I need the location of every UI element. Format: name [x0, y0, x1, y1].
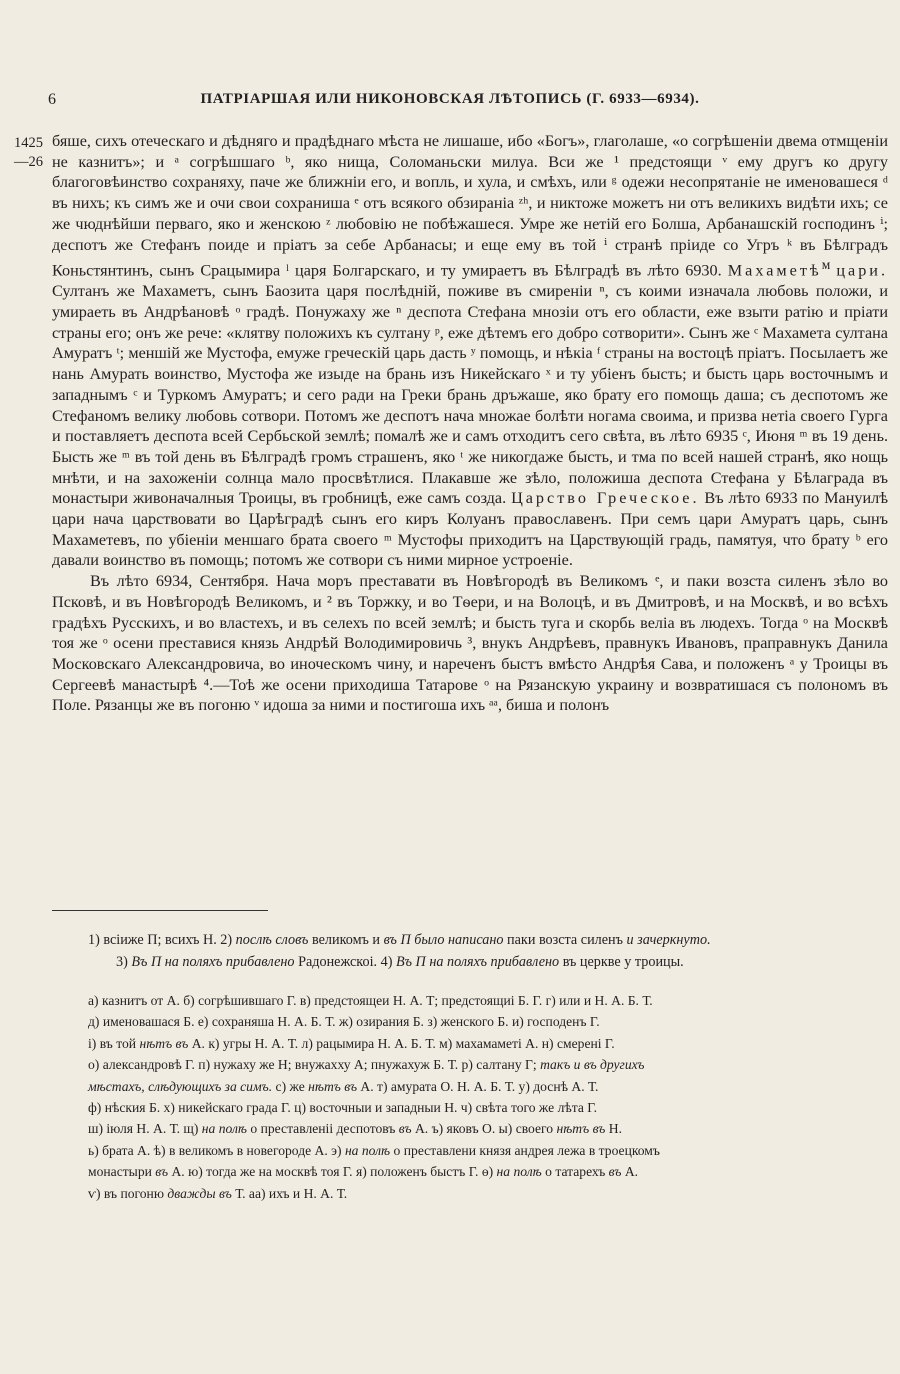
- var9-f: въ: [608, 1164, 622, 1180]
- var9-g: А.: [624, 1164, 639, 1180]
- var9-e: о татарехъ: [545, 1164, 606, 1180]
- var5-a: мѣстахъ, слѣдующихъ за симъ.: [88, 1078, 273, 1094]
- variant-line-2: д) именовашася Б. е) сохраняша Н. А. Б. Т. ж) озирания Б. з) женского Б. и) господенъ Г.: [88, 1014, 600, 1030]
- paragraph-1-text: бяше, сихъ отеческаго и дѣдняго и прадѣднаго мѣста не лишаше, ибо «Богъ», глаголаше, «о согрѣшеніи двема отмщеніи не казнитъ»; и ᵃ согрѣшшаго ᵇ, яко нища, Соломаньски милуа. Вси же ¹ предстоящи ᵛ ему другъ ко другу благоговѣинство сохраняху, паче же ближніи его, и вопль, и хула, и смѣхъ, или ᵍ одежи несопрятаніе не именовашеся ᵈ въ нихъ; къ симъ же и очи свои сохраниша ᵉ отъ всякого обзираніа ᶻʰ, и никтоже можетъ ни отъ великихъ видѣти ихъ; се же чюднѣйши перваго, яко и женскою ᶻ любовію не побѣжашеся. Умре же нетій его Болша, Арбанашскій господинъ ⁱ; деспотъ же Стефанъ поиде и пріатъ за себе Арбанасы; и еще ему въ той ⁱ странѣ пріиде со Угръ ᵏ въ Бѣлградъ Коньстянтинъ, сынъ Срацымира ˡ царя Болгарскаго, и ту умираетъ въ Бѣлградѣ въ лѣто 6930.: [52, 132, 888, 280]
- fn1-italic-1: послѣ словъ: [235, 932, 309, 948]
- var3-a: і) въ той: [88, 1035, 137, 1051]
- footnote-divider: [52, 910, 268, 911]
- var7-d: въ: [398, 1121, 412, 1137]
- variant-line-9: [88, 1161, 888, 1182]
- var9-c: А. ю) тогда же на москвѣ тоя Г. я) положенъ быстъ Г. ѳ): [171, 1164, 494, 1180]
- var4-b: такъ и въ другихъ: [540, 1057, 645, 1073]
- var9-d: на полѣ: [496, 1164, 542, 1180]
- variant-line-7: [88, 1118, 888, 1139]
- variant-line-6: ф) нѣския Б. х) никейскаго града Г. ц) восточныи и западныи Н. ч) свѣта того же лѣта Г.: [88, 1100, 598, 1116]
- var10-c: Т. аа) ихъ и Н. А. Т.: [235, 1185, 348, 1201]
- footnote-line-1: [88, 930, 888, 952]
- variant-line-10: [88, 1183, 888, 1204]
- var7-g: Н.: [608, 1121, 622, 1137]
- section-label-mahamet: Махаметѣ: [727, 261, 822, 280]
- margin-year-2: —26: [14, 154, 43, 170]
- section-label-tsari: цари.: [836, 261, 888, 280]
- fn1-text: 1) всiиже П; всихъ Н. 2): [88, 932, 233, 948]
- var9-a: монастыри: [88, 1164, 152, 1180]
- fn1-italic-2: въ П было написано: [383, 932, 504, 948]
- fn1-italic-3: и зачеркнуто.: [626, 932, 711, 948]
- var4-a: о) александровѣ Г. п) нужаху же Н; внужахху А; пнужахуж Б. Т. р) салтану Г;: [88, 1057, 537, 1073]
- variant-line-5: [88, 1076, 888, 1097]
- var3-b: нѣтъ въ: [139, 1035, 189, 1051]
- paragraph-1-end: Въ лѣто 6933 по Мануилѣ цари нача царствовати во Царѣградѣ сынъ его киръ Колуанъ православенъ. При семъ цари Амуратъ царь, сынъ Махаметевъ, по убіеніи меншаго брата своего ᵐ Мустофы приходитъ на Царствующій градь, памятуя, что брату ᵇ его давали воинство въ помощь; потомъ же сотвори съ ними мирное устроеніе.: [52, 489, 889, 570]
- var7-f: нѣтъ въ: [556, 1121, 606, 1137]
- fn3-number: 3): [116, 953, 128, 970]
- variant-line-8: [88, 1140, 888, 1161]
- var8-a: ь) брата А. ѣ) в великомъ в новегороде А. э): [88, 1142, 342, 1158]
- variant-line-1: а) казнитъ от А. б) согрѣшившаго Г. в) предстоящеи Н. А. Т; предстоящиі Б. Г. г) или и Н. А. Б. Т.: [88, 993, 653, 1008]
- var5-d: А. т) амурата О. Н. А. Б. Т. у) доснѣ А. Т.: [360, 1078, 599, 1094]
- var7-c: о преставленіі деспотовъ: [250, 1121, 396, 1137]
- var8-b: на полѣ: [344, 1142, 391, 1158]
- var10-a: ѵ) въ погоню: [88, 1185, 164, 1201]
- var3-c: А. к) угры Н. А. Т. л) рацымира Н. А. Б. Т. м) махамаметі А. н) смерені Г.: [191, 1035, 615, 1051]
- var5-b: с) же: [275, 1078, 305, 1094]
- running-header: [0, 91, 900, 115]
- fn1-text-2: великомъ и: [311, 932, 381, 948]
- fn4-text: въ церкве у троицы.: [562, 953, 684, 970]
- var10-b: дважды въ: [167, 1185, 232, 1201]
- variant-line-4: [88, 1054, 888, 1075]
- paragraph-1-continued: Султанъ же Махаметъ, сынъ Баозита царя послѣдній, поживе въ смиреніи ⁿ, съ коими изначала любовь положи, и умираеть въ Андрѣановѣ ᵒ градѣ. Понужаху же ⁿ деспота Стефана мнозіи отъ его области, еже взыти ратію и пріати страны его; онъ же рече: «клятву положихъ къ султану ᵖ, еже дѣтемъ его добро сотворити». Сынъ же ᶜ Махамета султана Амуратъ ᵗ; меншій же Мустофа, емуже греческій царь дасть ʸ помощь, и нѣкіа ᶠ страны на востоцѣ пріатъ. Посылаетъ же нань Амурать воинство, Мустофа же изыде на брань изъ Никейскаго ˣ и ту убіенъ бысть; и бысть царь восточнымъ и западнымъ ᶜ и Туркомъ Амуратъ; и сего ради на Греки брань дръжаше, яко брату его помощь даша; съ деспотомъ же Стефаномъ велику любовь сотвори. Потомъ же деспотъ нача множае болѣти ногама своима, и призва нетіа своего Гурга и поставляетъ деспота всей Сербьской землѣ; помалѣ же и самъ отходитъ сего свѣта, въ лѣто 6935 ᶜ, Июня ᵐ въ 19 день. Бысть же ᵐ въ той день въ Бѣлградѣ громъ страшенъ, яко ᵗ же никогдаже бысть, и тма по всей нашей странѣ, яко нощь мнѣти, и на захоженіи солнца мало просвѣтлися. Плакавше же зѣло, положиша деспота Стефана у Бѣлаграда въ монастыри живоначалныя Троицы, въ гробницѣ, еже самъ созда.: [52, 282, 888, 508]
- paragraph-2: Въ лѣто 6934, Сентября. Нача моръ преставати въ Новѣгородѣ въ Великомъ ᵉ, и паки возста силенъ зѣло во Псковѣ, и въ Новѣгородѣ Великомъ, и ² въ Торжку, и во Тѳери, и на Волоцѣ, и въ Дмитровѣ, и на Москвѣ, и во всѣхъ градѣхъ Русскихъ, и во властехъ, и въ селехъ по всей землѣ; и бысть туга и скорбь веліа въ людехъ. Тогда ᵒ на Москвѣ тоя же ᵒ осени преставися князь Андрѣй Володимировичь ³, внукъ Андрѣевъ, правнукъ Ивановъ, праправнукъ Данила Московскаго Александровича, во иноческомъ чину, и нареченъ быстъ вмѣсто Андрѣя Сава, и положенъ ᵃ у Троицы въ Сергеевѣ манастырѣ ⁴.—Тоѣ же осени приходиша Татарове ᵒ на Рязанскую украину и возвратишася съ полономъ въ Поле. Рязанцы же въ погоню ᵛ идоша за ними и постигоша ихъ ᵃᵃ, биша и полонъ: [52, 572, 888, 715]
- var8-c: о преставлени князя андрея лежа в троецкомъ: [393, 1142, 660, 1158]
- fn1-text-3: паки возста силенъ: [507, 932, 623, 948]
- page-number: 6: [48, 91, 56, 108]
- var5-c: нѣтъ въ: [308, 1078, 358, 1094]
- fn3-italic: Въ П на поляхъ прибавлено: [131, 953, 295, 970]
- var7-b: на полѣ: [201, 1121, 247, 1137]
- paragraph-1: бяше, сихъ отеческаго и дѣдняго и прадѣднаго мѣста не лишаше, ибо «Богъ», глаголаше, «о согрѣшеніи двема отмщеніи не казнитъ»; и ᵃ согрѣшшаго ᵇ, яко нища, Соломаньски милуа. Вси же ¹ предстоящи ᵛ ему другъ ко другу благоговѣинство сохраняху, паче же ближніи его, и вопль, и хула, и смѣхъ, или ᵍ одежи несопрятаніе не именовашеся ᵈ въ нихъ; къ симъ же и очи свои сохраниша ᵉ отъ всякого обзираніа ᶻʰ, и никтоже можетъ ни отъ великихъ видѣти ихъ; се же чюднѣйши перваго, яко и женскою ᶻ любовію не побѣжашеся. Умре же нетій его Болша, Арбанашскій господинъ ⁱ; деспотъ же Стефанъ поиде и пріатъ за себе Арбанасы; и еще ему въ той ⁱ странѣ пріиде со Угръ ᵏ въ Бѣлградъ Коньстянтинъ, сынъ Срацымира ˡ царя Болгарскаго, и ту умираетъ въ Бѣлградѣ въ лѣто 6930. Махаметѣ$^м$ цари. Султанъ же Махаметъ, сынъ Баозита царя послѣдній, поживе въ смиреніи ⁿ, съ коими изначала любовь положи, и умираеть въ Андрѣановѣ ᵒ градѣ. Понужаху же ⁿ деспота Стефана мнозіи отъ его области, еже взыти ратію и пріати страны его; онъ же рече: «клятву положихъ къ султану ᵖ, еже дѣтемъ его добро сотворити». Сынъ же ᶜ Махамета султана Амуратъ ᵗ; меншій же Мустофа, емуже греческій царь дасть ʸ помощь, и нѣкіа ᶠ страны на востоцѣ пріатъ. Посылаетъ же нань Амурать воинство, Мустофа же изыде на брань изъ Никейскаго ˣ и ту убіенъ бысть; и бысть царь восточнымъ и западнымъ ᶜ и Туркомъ Амуратъ; и сего ради на Греки брань дръжаше, яко брату его помощь даша; съ деспотомъ же Стефаномъ велику любовь сотвори. Потомъ же деспотъ нача множае болѣти ногама своима, и призва нетіа своего Гурга и поставляетъ деспота всей Сербьской землѣ; помалѣ же и самъ отходитъ сего свѣта, въ лѣто 6935 ᶜ, Июня ᵐ въ 19 день. Бысть же ᵐ въ той день въ Бѣлградѣ громъ страшенъ, яко ᵗ же никогдаже бысть, и тма по всей нашей странѣ, яко нощь мнѣти, и на захоженіи солнца мало просвѣтлися. Плакавше же зѣло, положиша деспота Стефана у Бѣлаграда въ монастыри живоначалныя Троицы, въ гробницѣ, еже самъ созда. Царство Греческое. Въ лѣто 6933 по Мануилѣ цари нача царствовати во Царѣградѣ сынъ его киръ Колуанъ православенъ. При семъ цари Амуратъ царь, сынъ Махаметевъ, по убіеніи меншаго брата своего ᵐ Мустофы приходитъ на Царствующій градь, памятуя, что брату ᵇ его давали воинство въ помощь; потомъ же сотвори съ ними мирное устроеніе.: [52, 132, 889, 570]
- fn4-italic: Въ П на поляхъ прибавлено: [395, 953, 560, 970]
- var7-a: ш) іюля Н. А. Т. щ): [88, 1121, 199, 1137]
- section-label-greek-kingdom: Царство Греческое.: [511, 489, 700, 508]
- var9-b: въ: [155, 1164, 169, 1180]
- var7-e: А. ъ) яковъ О. ы) своего: [414, 1121, 554, 1137]
- variant-line-3: [88, 1033, 888, 1054]
- variant-readings: [88, 990, 888, 1204]
- page-title: ПАТРІАРШАЯ ИЛИ НИКОНОВСКАЯ ЛѢТОПИСЬ (Г. 6933—6934).: [200, 91, 700, 107]
- margin-year-1: 1425: [14, 135, 43, 151]
- main-text: [52, 131, 888, 716]
- fn3-text: Радонежскоі. 4): [298, 953, 393, 970]
- footnote-line-2: [88, 952, 888, 974]
- footnotes: [88, 930, 888, 973]
